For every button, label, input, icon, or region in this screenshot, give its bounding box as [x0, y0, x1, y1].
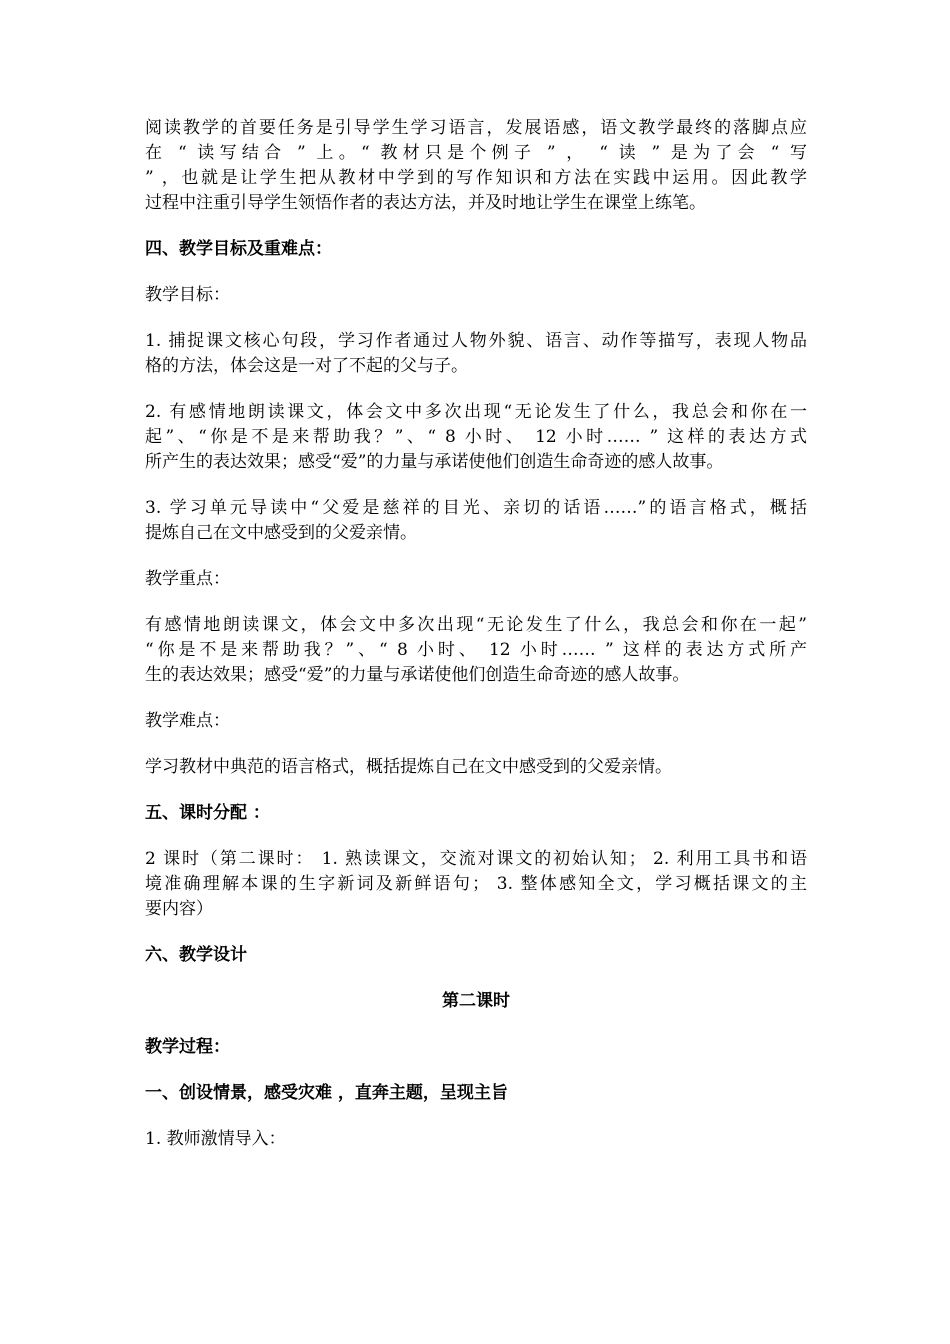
schedule-line: 境准确理解本课的生字新词及新鲜语句； 3. 整体感知全文，学习概括课文的主	[145, 874, 807, 894]
section4-heading: 四、教学目标及重难点：	[145, 239, 332, 259]
goal-line: 所产生的表达效果；感受“爱”的力量与承诺使他们创造生命奇迹的感人故事。	[145, 452, 724, 472]
schedule-text	[145, 847, 807, 922]
intro-paragraph	[145, 116, 807, 216]
intro-line: 过程中注重引导学生领悟作者的表达方法，并及时地让学生在课堂上练笔。	[145, 193, 706, 213]
key-line: 生的表达效果；感受“爱”的力量与承诺使他们创造生命奇迹的感人故事。	[145, 665, 690, 685]
intro-line: 阅读教学的首要任务是引导学生学习语言，发展语感，语文教学最终的落脚点应	[145, 118, 807, 138]
goal-line: 提炼自己在文中感受到的父爱亲情。	[145, 523, 417, 543]
goal-line: 起”、“你是不是来帮助我？”、“ 8 小时、 12 小时…… ” 这样的表达方式	[145, 427, 807, 447]
intro-line: ” ，也就是让学生把从教材中学到的写作知识和方法在实践中运用。因此教学	[145, 168, 807, 188]
goal-item-2	[145, 400, 807, 475]
step1-item-1: 1. 教师激情导入：	[145, 1129, 286, 1149]
difficulty-label: 教学难点：	[145, 711, 230, 731]
goal-line: 3. 学习单元导读中“父爱是慈祥的目光、亲切的话语……”的语言格式，概括	[145, 498, 807, 518]
key-line: 有感情地朗读课文，体会文中多次出现“无论发生了什么，我总会和你在一起”	[145, 615, 807, 635]
goals-label: 教学目标：	[145, 285, 230, 305]
goal-item-1	[145, 329, 807, 379]
section5-heading: 五、课时分配 ：	[145, 803, 270, 823]
schedule-line: 2 课时（第二课时： 1. 熟读课文，交流对课文的初始认知； 2. 利用工具书和语	[145, 849, 807, 869]
process-label: 教学过程：	[145, 1037, 230, 1057]
key-points-text	[145, 613, 807, 688]
difficulty-text: 学习教材中典范的语言格式，概括提炼自己在文中感受到的父爱亲情。	[145, 757, 672, 777]
schedule-line: 要内容）	[145, 899, 213, 919]
key-line: “你是不是来帮助我？”、“ 8 小时、 12 小时…… ” 这样的表达方式所产	[145, 640, 807, 660]
key-points-label: 教学重点：	[145, 569, 230, 589]
goal-line: 格的方法，体会这是一对了不起的父与子。	[145, 356, 468, 376]
lesson-title: 第二课时	[442, 991, 510, 1011]
step1-heading: 一、创设情景，感受灾难 ，直奔主题，呈现主旨	[145, 1083, 508, 1103]
goal-line: 2. 有感情地朗读课文，体会文中多次出现“无论发生了什么，我总会和你在一	[145, 402, 807, 422]
goal-line: 1. 捕捉课文核心句段，学习作者通过人物外貌、语言、动作等描写，表现人物品	[145, 331, 807, 351]
section6-heading: 六、教学设计	[145, 945, 247, 965]
document-page	[145, 116, 807, 1173]
intro-line: 在 “ 读写结合 ” 上。“ 教材只是个例子 ” ， “ 读 ” 是为了会 “ 写	[145, 143, 807, 163]
goal-item-3	[145, 496, 807, 546]
